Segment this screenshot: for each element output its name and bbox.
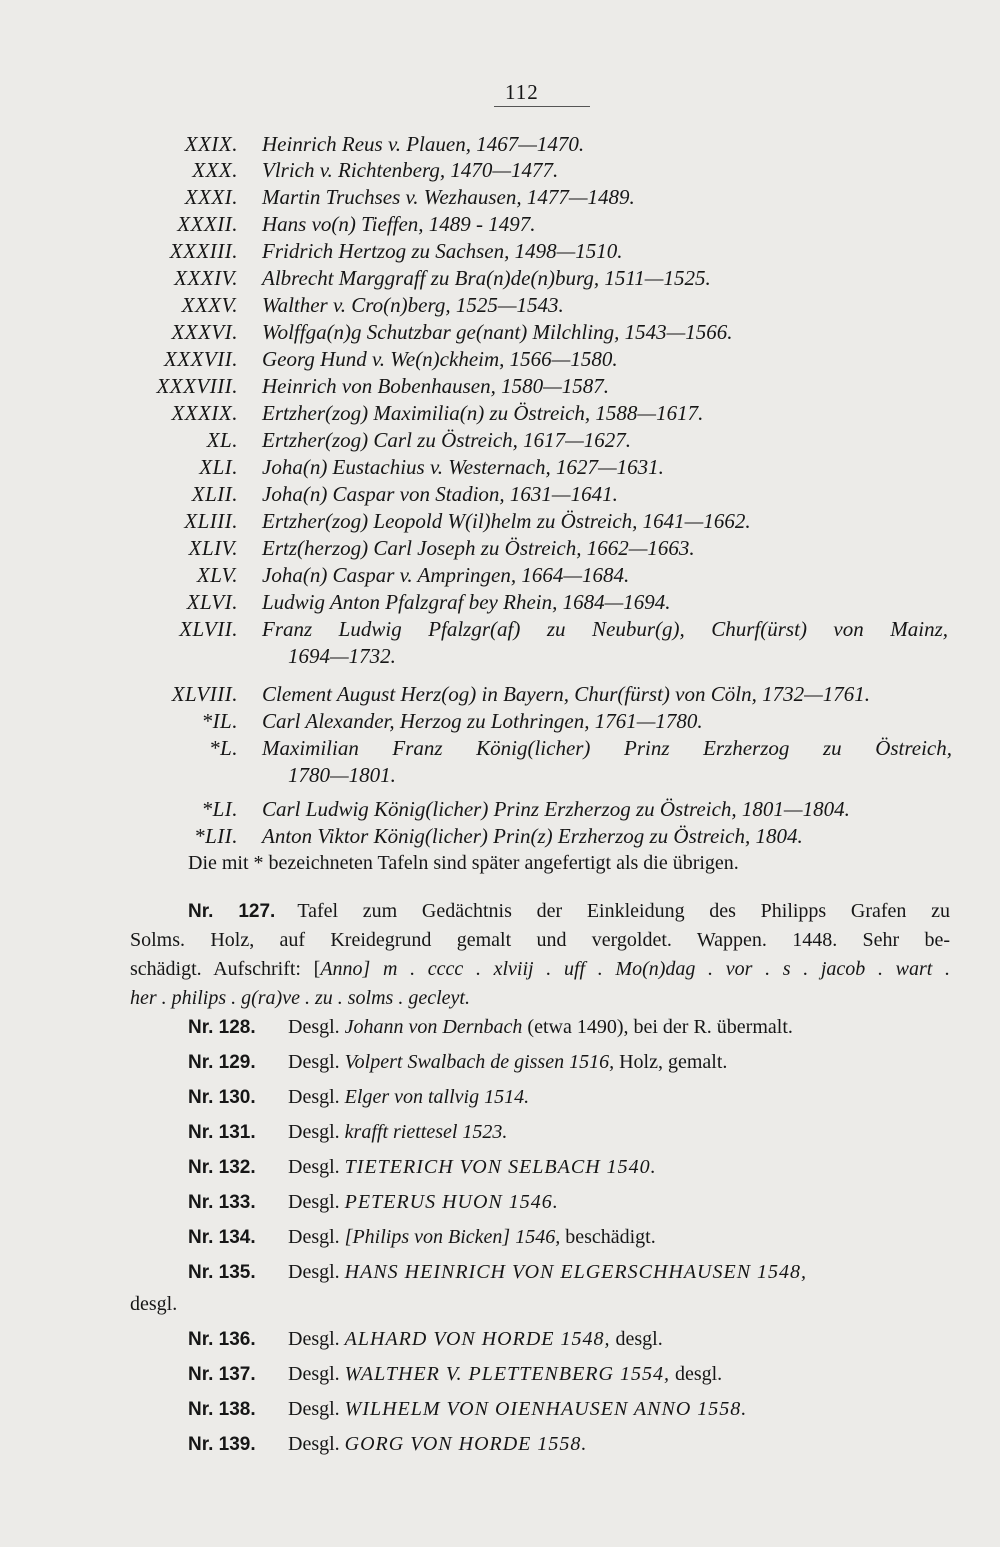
register-number: XL. [206, 428, 238, 452]
register-text: Ertzher(zog) Carl zu Östreich, 1617—1627. [262, 428, 632, 452]
catalog-entry [188, 1048, 727, 1077]
register-number: XLVIII. [171, 682, 238, 706]
entry-desgl: Desgl. [288, 1363, 340, 1385]
entry-remark: (etwa 1490), bei der R. übermalt. [522, 1016, 793, 1038]
register-text: Carl Ludwig König(licher) Prinz Erzherzog zu Östreich, 1801—1804. [262, 797, 850, 821]
entry-127-line-3 [130, 955, 950, 984]
register-text: Wolffga(n)g Schutzbar ge(nant) Milchling, 1543—1566. [262, 320, 733, 344]
entry-inscription: [Philips von Bicken] 1546, [344, 1226, 561, 1248]
entry-inscription: ALHARD VON HORDE 1548, [344, 1328, 611, 1350]
entry-desgl: Desgl. [288, 1121, 340, 1143]
entry-number: Nr. 139. [188, 1434, 256, 1455]
register-text: Vlrich v. Richtenberg, 1470—1477. [262, 158, 559, 182]
register-number: XXXV. [181, 293, 238, 317]
register-text: Franz Ludwig Pfalzgr(af) zu Neubur(g), Churf(ürst) von Mainz, [262, 617, 948, 641]
register-number: XXX. [192, 158, 238, 182]
register-text: Heinrich Reus v. Plauen, 1467—1470. [262, 132, 585, 156]
register-number: XLII. [191, 482, 238, 506]
register-text: Joha(n) Caspar von Stadion, 1631—1641. [262, 482, 618, 506]
register-number: XLVII. [179, 617, 238, 641]
catalog-entry [188, 1395, 747, 1424]
register-continuation-text: 1780—1801. [288, 763, 396, 787]
catalog-entry [188, 1118, 507, 1147]
entry-number: Nr. 131. [188, 1122, 256, 1143]
register-text: Joha(n) Eustachius v. Westernach, 1627—1631. [262, 455, 664, 479]
catalog-entry [188, 1223, 656, 1252]
register-number: XXIX. [184, 132, 238, 156]
register-number: XXXIII. [169, 239, 238, 263]
register-text: Clement August Herz(og) in Bayern, Chur(fürst) von Cöln, 1732—1761. [262, 682, 870, 706]
entry-inscription: HANS HEINRICH VON ELGERSCHHAUSEN 1548, [344, 1261, 808, 1283]
register-number: XLI. [199, 455, 238, 479]
register-number: XXXII. [177, 212, 238, 236]
entry-desgl: Desgl. [288, 1191, 340, 1213]
register-text: Joha(n) Caspar v. Ampringen, 1664—1684. [262, 563, 630, 587]
register-number: XXXVIII. [156, 374, 238, 398]
register-text: Ertzher(zog) Maximilia(n) zu Östreich, 1588—1617. [262, 401, 704, 425]
register-number: XLIII. [184, 509, 238, 533]
catalog-entry [188, 1258, 807, 1287]
entry-127 [130, 897, 950, 1013]
entry-127-line-3-b: Anno [320, 958, 363, 980]
register-number: *IL. [201, 709, 238, 733]
register-number: XXXIX. [171, 401, 238, 425]
catalog-entry [188, 1083, 529, 1112]
register-number: XXXI. [184, 185, 238, 209]
register-text: Carl Alexander, Herzog zu Lothringen, 1761—1780. [262, 709, 703, 733]
entry-inscription: TIETERICH VON SELBACH 1540. [344, 1156, 657, 1178]
entry-inscription: Elger von tallvig 1514. [344, 1086, 530, 1108]
entry-number: Nr. 138. [188, 1399, 256, 1420]
register-text: Georg Hund v. We(n)ckheim, 1566—1580. [262, 347, 618, 371]
entry-inscription: PETERUS HUON 1546. [344, 1191, 559, 1213]
register-number: XLV. [196, 563, 238, 587]
entry-127-label: Nr. 127. [188, 901, 276, 922]
entry-127-text: Tafel zum Gedächtnis der Einkleidung des Philipps Grafen zu [297, 900, 950, 922]
register-text: Albrecht Marggraff zu Bra(n)de(n)burg, 1511—1525. [262, 266, 711, 290]
entry-desgl: Desgl. [288, 1261, 340, 1283]
register-text: Ertz(herzog) Carl Joseph zu Östreich, 1662—1663. [262, 536, 695, 560]
entry-desgl: Desgl. [288, 1016, 340, 1038]
register-text: Heinrich von Bobenhausen, 1580—1587. [262, 374, 610, 398]
entry-number: Nr. 136. [188, 1329, 256, 1350]
entry-127-line-2: Solms. Holz, auf Kreidegrund gemalt und vergoldet. Wappen. 1448. Sehr be- [130, 929, 950, 951]
entry-desgl: Desgl. [288, 1156, 340, 1178]
entry-desgl: Desgl. [288, 1328, 340, 1350]
entry-number: Nr. 135. [188, 1262, 256, 1283]
entry-desgl: Desgl. [288, 1433, 340, 1455]
entry-number: Nr. 130. [188, 1087, 256, 1108]
catalog-entry [188, 1153, 657, 1182]
register-text: Maximilian Franz König(licher) Prinz Erzherzog zu Östreich, [262, 736, 952, 760]
entry-number: Nr. 137. [188, 1364, 256, 1385]
register-number: *LI. [201, 797, 238, 821]
entry-desgl: Desgl. [288, 1226, 340, 1248]
register-number: XLVI. [186, 590, 238, 614]
register-number: *LII. [194, 824, 238, 848]
catalog-entry [188, 1188, 559, 1217]
entry-number: Nr. 134. [188, 1227, 256, 1248]
register-text: Ertzher(zog) Leopold W(il)helm zu Östreich, 1641—1662. [262, 509, 751, 533]
entry-remark: desgl. [610, 1328, 663, 1350]
entry-inscription: GORG VON HORDE 1558. [344, 1433, 588, 1455]
entry-inscription: Volpert Swalbach de gissen 1516, [344, 1051, 615, 1073]
entry-127-line-3-a: schädigt. Aufschrift: [ [130, 958, 321, 980]
entry-remark: Holz, gemalt. [614, 1051, 728, 1073]
register-number: XXXIV. [174, 266, 238, 290]
entry-inscription: Johann von Dernbach [344, 1016, 523, 1038]
entry-desgl: Desgl. [288, 1398, 340, 1420]
entry-remark: beschädigt. [560, 1226, 656, 1248]
register-text: Ludwig Anton Pfalzgraf bey Rhein, 1684—1694. [262, 590, 671, 614]
entry-number: Nr. 133. [188, 1192, 256, 1213]
register-text: Anton Viktor König(licher) Prin(z) Erzherzog zu Östreich, 1804. [262, 824, 803, 848]
register-number: XXXVI. [171, 320, 238, 344]
catalog-entry [188, 1013, 793, 1042]
entry-127-line-3-c: ] m . cccc . xlviij . uff . Mo(n)dag . vor . s . jacob . wart . [362, 958, 950, 980]
entry-127-line-4: her . philips . g(ra)ve . zu . solms . gecleyt. [130, 987, 470, 1009]
entry-number: Nr. 129. [188, 1052, 256, 1073]
register-text: Fridrich Hertzog zu Sachsen, 1498—1510. [262, 239, 623, 263]
register-continuation-text: 1694—1732. [288, 644, 396, 668]
register-text: Martin Truchses v. Wezhausen, 1477—1489. [262, 185, 635, 209]
catalog-entry [188, 1430, 587, 1459]
entry-remark: desgl. [669, 1363, 723, 1385]
entry-inscription: krafft riettesel 1523. [344, 1121, 508, 1143]
entry-127-line-1 [130, 897, 950, 926]
register-number: XLIV. [188, 536, 238, 560]
entry-desgl: Desgl. [288, 1086, 340, 1108]
catalog-entry [188, 1360, 722, 1389]
entry-number: Nr. 132. [188, 1157, 256, 1178]
entry-inscription: WALTHER V. PLETTENBERG 1554, [344, 1363, 670, 1385]
entry-inscription: WILHELM VON OIENHAUSEN ANNO 1558. [344, 1398, 748, 1420]
register-text: Hans vo(n) Tieffen, 1489 - 1497. [262, 212, 536, 236]
entry-desgl: Desgl. [288, 1051, 340, 1073]
register-number: XXXVII. [163, 347, 238, 371]
catalog-entry-continuation: desgl. [130, 1293, 178, 1315]
catalog-entry [188, 1325, 663, 1354]
page-number: 112 [505, 80, 539, 104]
asterisk-note: Die mit * bezeichneten Tafeln sind später angefertigt als die übrigen. [188, 852, 739, 874]
page-number-rule [494, 106, 590, 107]
entry-number: Nr. 128. [188, 1017, 256, 1038]
register-number: *L. [209, 736, 238, 760]
register-text: Walther v. Cro(n)berg, 1525—1543. [262, 293, 564, 317]
